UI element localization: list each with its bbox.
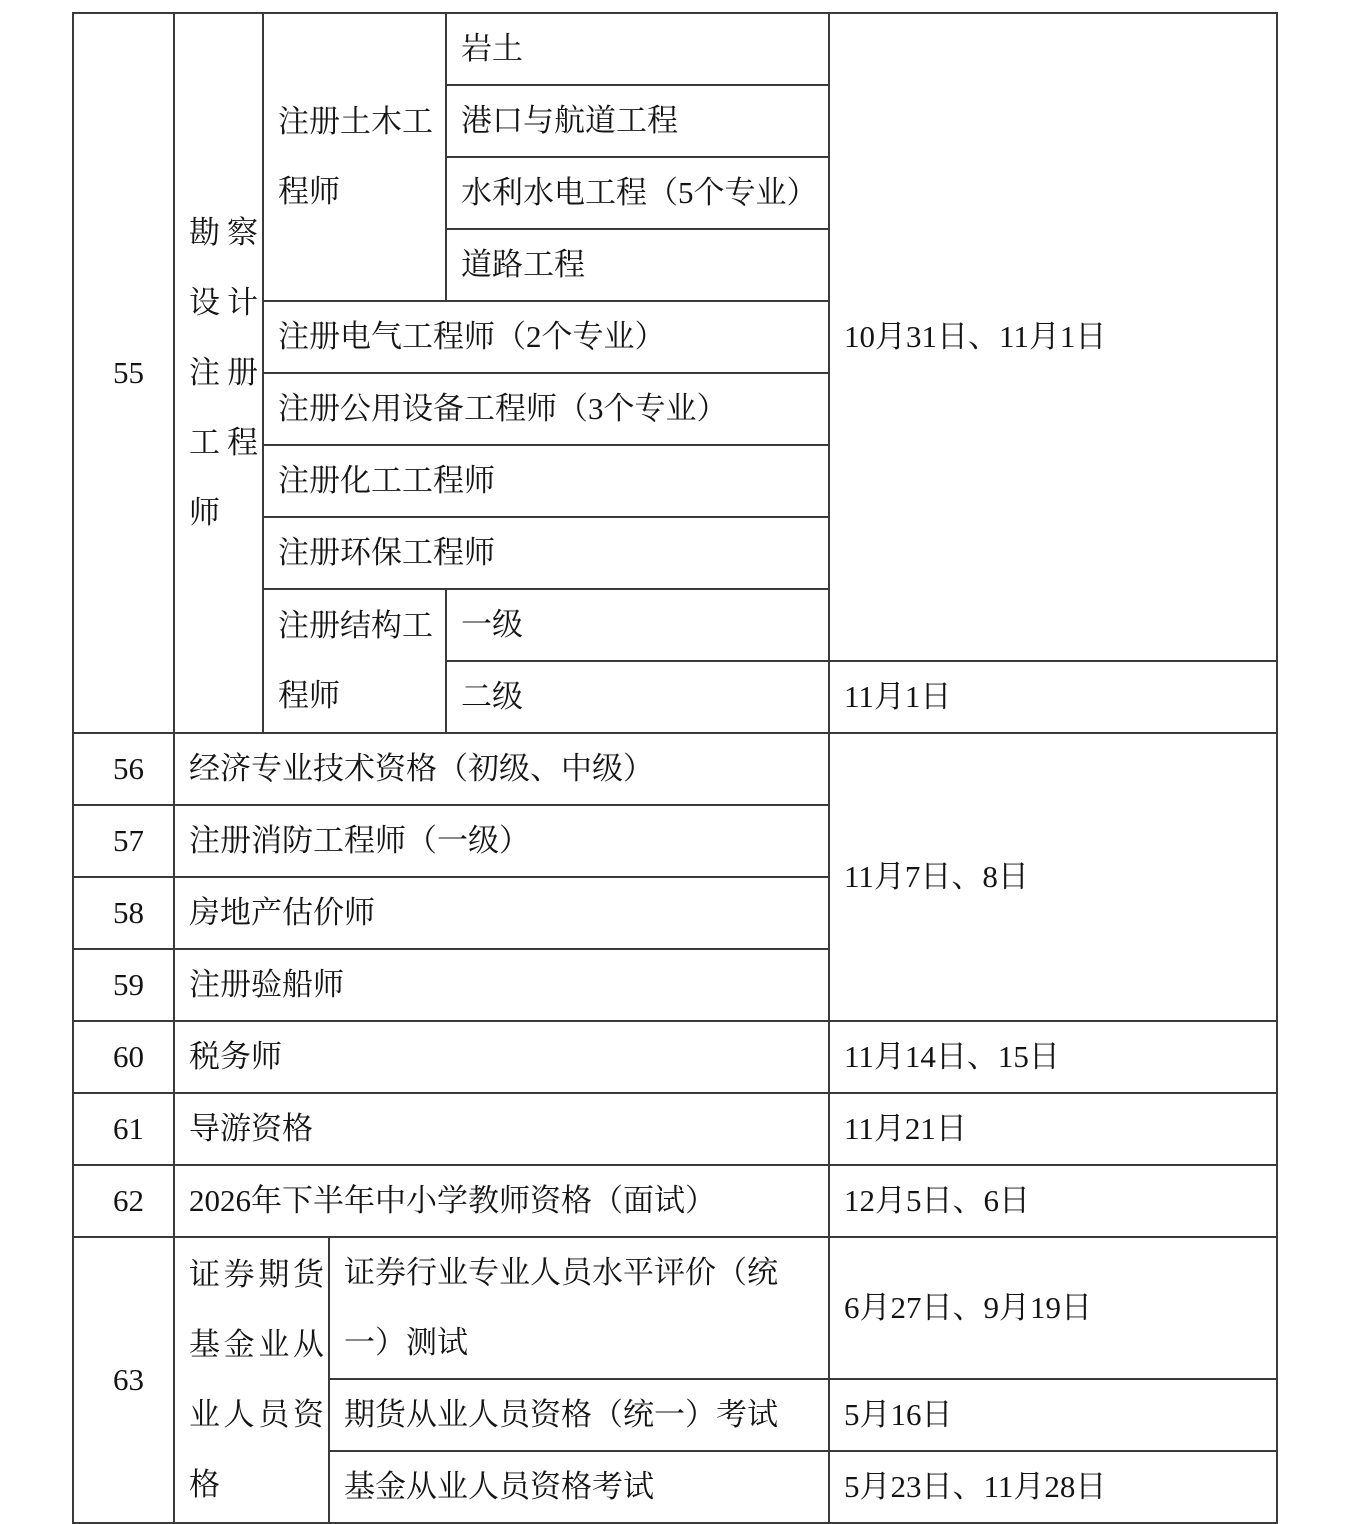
row-60-exam-name-cell: 税务师 (174, 1021, 829, 1093)
row-58-exam-name-cell: 房地产估价师 (174, 877, 829, 949)
row-60-number-cell: 60 (73, 1021, 174, 1093)
row-57-number-cell: 57 (73, 805, 174, 877)
row-55-number-cell: 55 (73, 13, 174, 733)
civil-specialty-hydro-cell: 水利水电工程（5个专业） (446, 157, 829, 229)
futures-exam-name-cell: 期货从业人员资格（统一）考试 (329, 1379, 829, 1451)
securities-test-date-cell: 6月27日、9月19日 (829, 1237, 1277, 1379)
exam-schedule-table (72, 12, 1278, 1524)
row-56-exam-name-cell: 经济专业技术资格（初级、中级） (174, 733, 829, 805)
row-59-exam-name-cell: 注册验船师 (174, 949, 829, 1021)
utilities-engineer-cell: 注册公用设备工程师（3个专业） (263, 373, 829, 445)
securities-test-name-cell: 证券行业专业人员水平评价（统一）测试 (329, 1237, 829, 1379)
row-55-main-date-cell: 10月31日、11月1日 (829, 13, 1277, 661)
row-61-number-cell: 61 (73, 1093, 174, 1165)
chemical-engineer-cell: 注册化工工程师 (263, 445, 829, 517)
row-62-number-cell: 62 (73, 1165, 174, 1237)
document-page (0, 12, 1350, 1503)
funds-exam-date-cell: 5月23日、11月28日 (829, 1451, 1277, 1523)
electrical-engineer-cell: 注册电气工程师（2个专业） (263, 301, 829, 373)
environmental-engineer-cell: 注册环保工程师 (263, 517, 829, 589)
row-58-number-cell: 58 (73, 877, 174, 949)
structural-level2-date-cell: 11月1日 (829, 661, 1277, 733)
row-63-number-cell: 63 (73, 1237, 174, 1523)
rows-56-59-date-cell: 11月7日、8日 (829, 733, 1277, 1021)
row-57-exam-name-cell: 注册消防工程师（一级） (174, 805, 829, 877)
row-61-date-cell: 11月21日 (829, 1093, 1277, 1165)
row-55-category-cell: 勘察设计注册工程师 (174, 13, 263, 733)
civil-engineer-group-cell: 注册土木工程师 (263, 13, 446, 301)
structural-level2-cell: 二级 (446, 661, 829, 733)
civil-specialty-road-cell: 道路工程 (446, 229, 829, 301)
row-60-date-cell: 11月14日、15日 (829, 1021, 1277, 1093)
row-61-exam-name-cell: 导游资格 (174, 1093, 829, 1165)
civil-specialty-harbor-cell: 港口与航道工程 (446, 85, 829, 157)
structural-level1-cell: 一级 (446, 589, 829, 661)
row-59-number-cell: 59 (73, 949, 174, 1021)
row-63-category-cell: 证券期货基金业从业人员资格 (174, 1237, 329, 1523)
row-56-number-cell: 56 (73, 733, 174, 805)
row-62-exam-name-cell: 2026年下半年中小学教师资格（面试） (174, 1165, 829, 1237)
civil-specialty-geotechnical-cell: 岩土 (446, 13, 829, 85)
row-62-date-cell: 12月5日、6日 (829, 1165, 1277, 1237)
futures-exam-date-cell: 5月16日 (829, 1379, 1277, 1451)
funds-exam-name-cell: 基金从业人员资格考试 (329, 1451, 829, 1523)
structural-engineer-group-cell: 注册结构工程师 (263, 589, 446, 733)
